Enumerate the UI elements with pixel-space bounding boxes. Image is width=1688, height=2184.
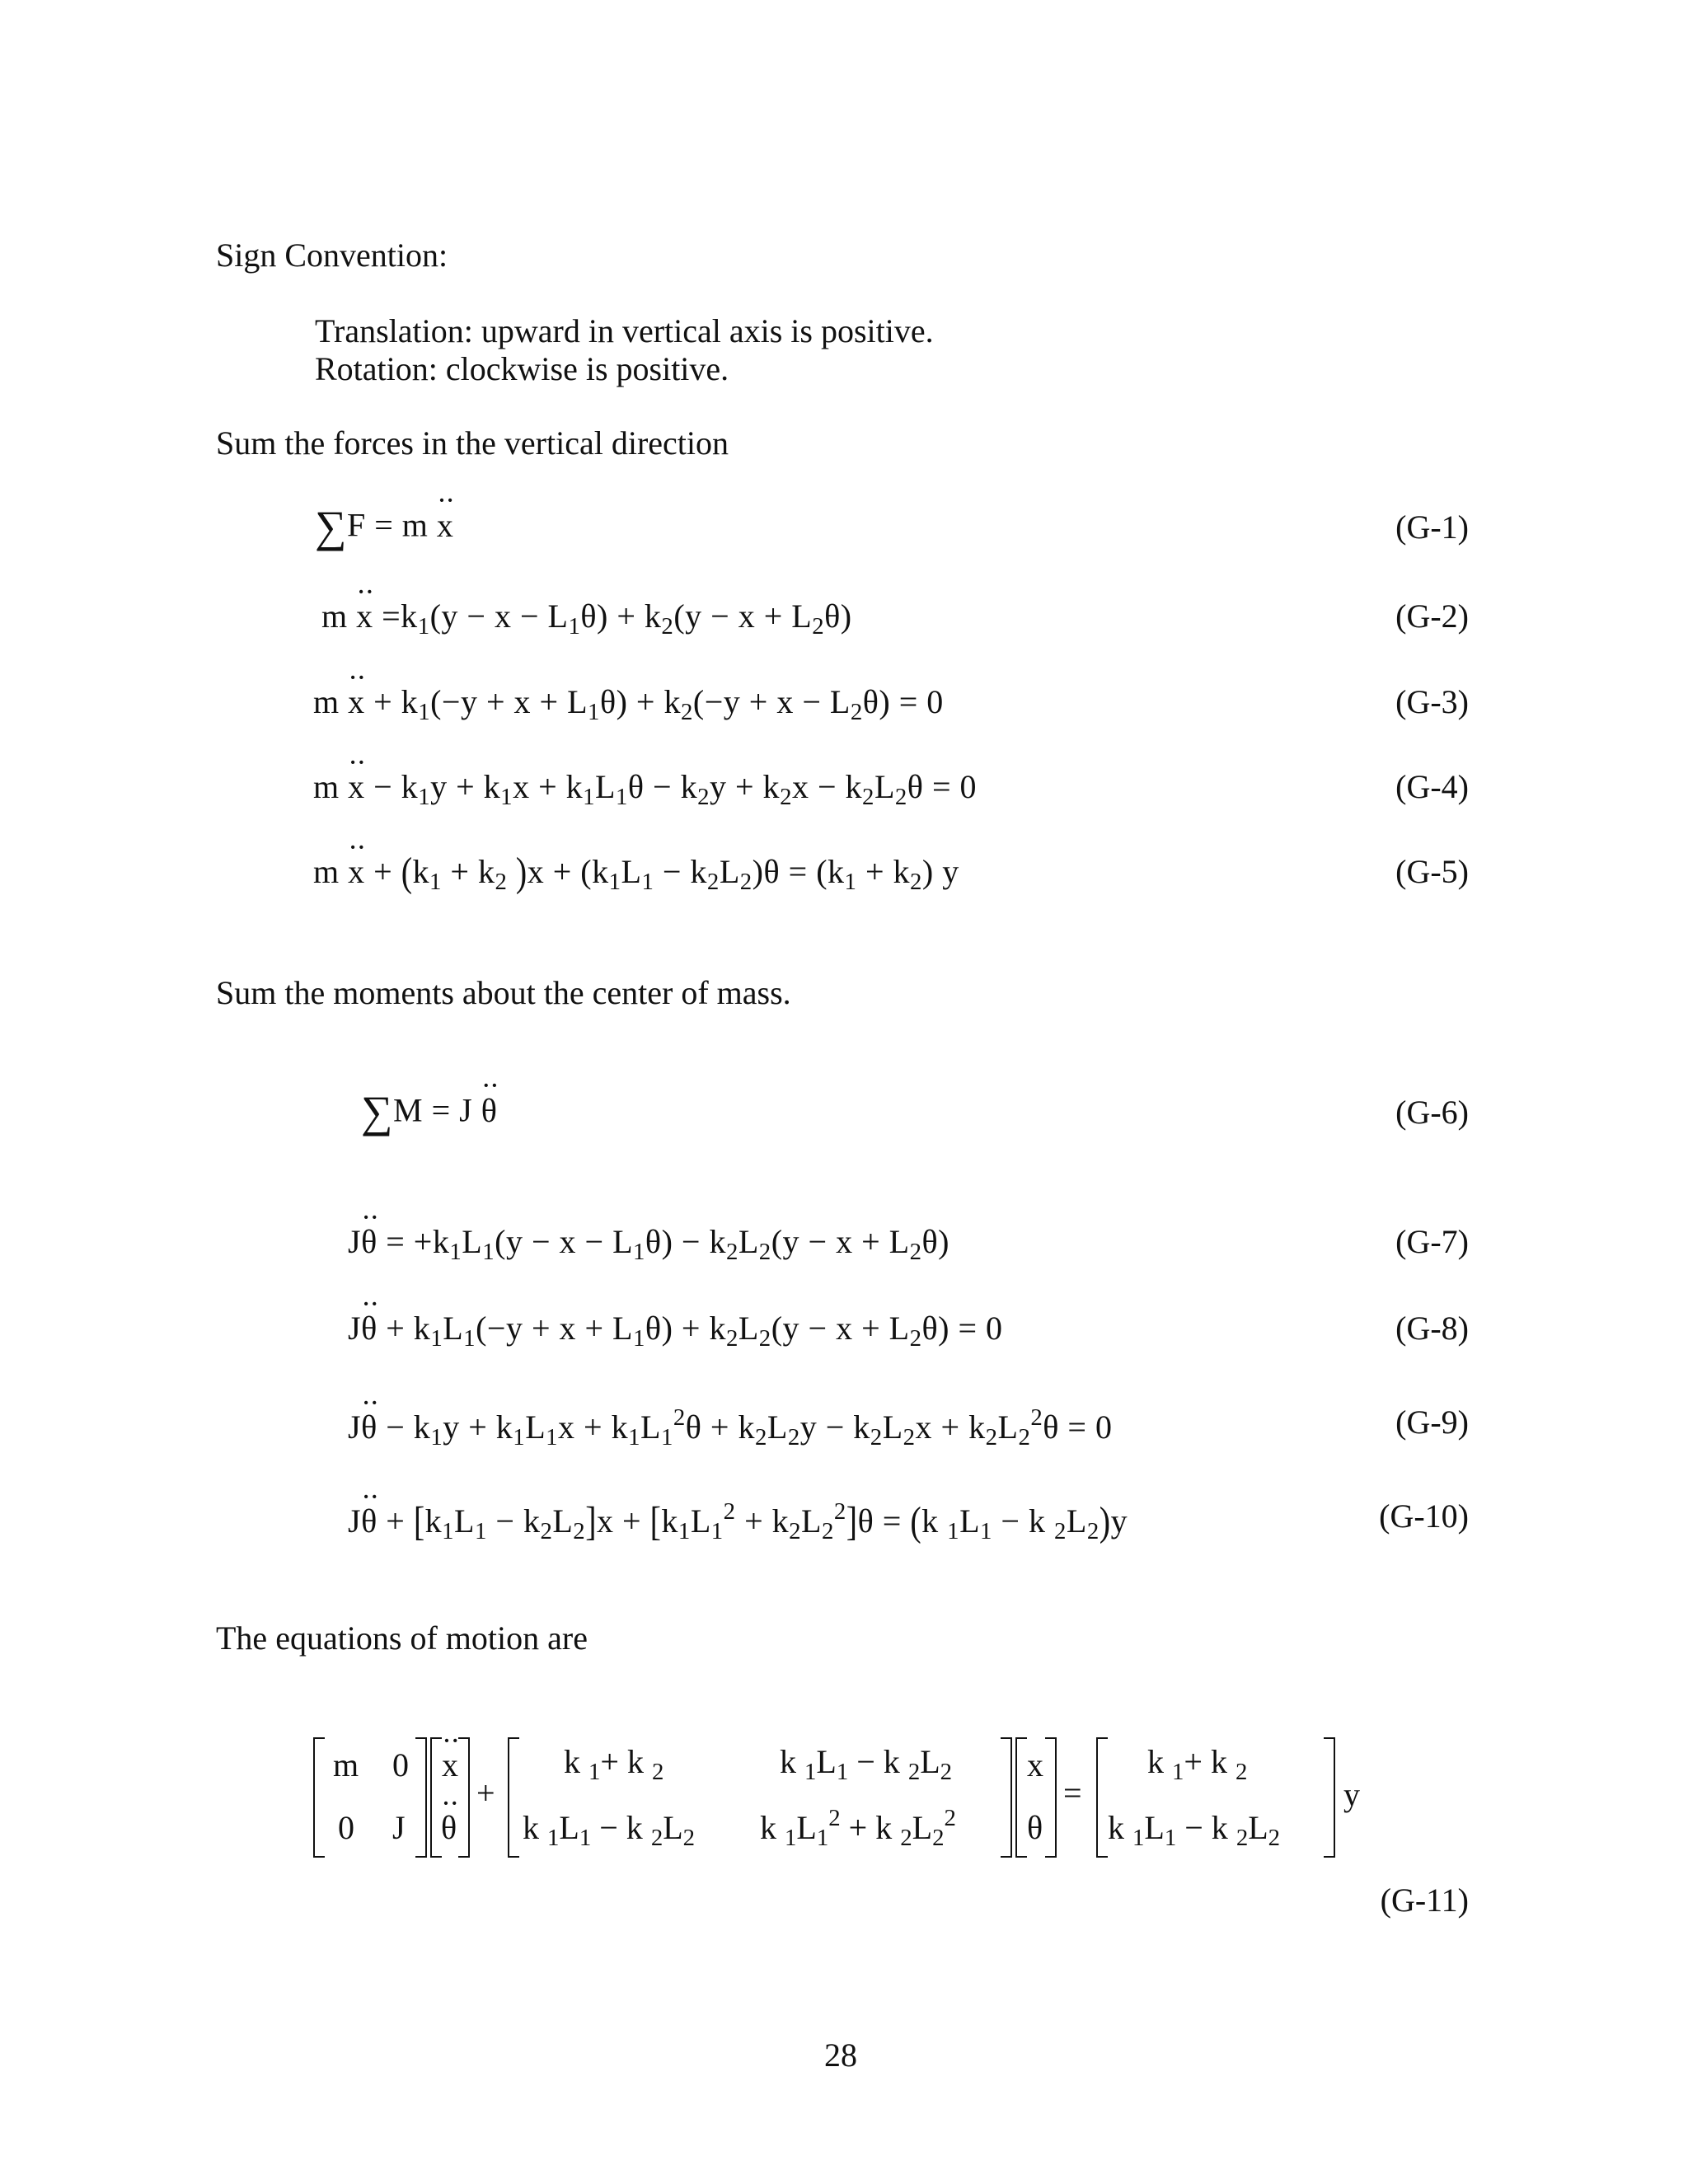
stiffness-matrix: k $_1$+ k $_2$ k $_1L_1 - k$ $_2L_2$ k $_1L_1 - k$ $_2L_2$ k $_1L_1^2 + k$ $_2L_2^2$ (508, 1737, 1012, 1858)
equation-number-g9: (G-9) (1395, 1404, 1469, 1441)
acceleration-vector: ·· x ·· θ (430, 1737, 470, 1858)
mass-matrix: m 0 0 J (313, 1737, 427, 1858)
equation-g8: $J\cdot\cdot \theta + k_1L_1(-y + x + L_1\theta) + k_2L_2(y - x + L_2\theta) = 0$ (348, 1312, 1003, 1351)
equation-g7: $J\cdot\cdot \theta = +k_1L_1(y - x - L_1\theta) - k_2L_2(y - x + L_2\theta)$ (348, 1226, 950, 1264)
equation-g10: $J\cdot\cdot \theta + [k_1L_1 - k_2L_2]x + [k_1L_1^2 + k_2L_2^2]\theta = (k$ $_1L_1 - k$ $_2L_2)y$ (348, 1500, 1128, 1544)
sum-forces-heading: Sum the forces in the vertical direction (216, 424, 729, 462)
equation-g1: ∑F = m ·· x (315, 504, 453, 549)
equation-number-g5: (G-5) (1395, 853, 1469, 890)
translation-convention: Translation: upward in vertical axis is positive. (315, 312, 934, 349)
equation-number-g4: (G-4) (1395, 768, 1469, 805)
equation-g5: $m \cdot\cdot x + (k_1 + k_2$ )$x + (k_1L_1 - k_2L_2)\theta = (k_1 + k_2)$ y (313, 855, 959, 894)
equation-number-g2: (G-2) (1395, 598, 1469, 635)
equation-number-g1: (G-1) (1395, 509, 1469, 546)
equations-of-motion-heading: The equations of motion are (216, 1619, 588, 1657)
equation-g2: $m \cdot\cdot x =k_1(y - x - L_1\theta) + k_2(y - x + L_2\theta)$ (321, 600, 852, 639)
equation-g11-matrix: m 0 0 J ·· x ·· θ + k $_1$+ k $_2$ k $_1L_1 - k$ $_2L_2$ k $_1L_1 - k$ $_2L_2$ k $_1L_1^2 + k$ $_2L_2^2$ x θ = k $_1$+ k $_2$ k $_1L_1 - k$ $_2L_2$ y (313, 1737, 1385, 1861)
equation-number-g11: (G-11) (1380, 1882, 1469, 1919)
equation-number-g10: (G-10) (1379, 1497, 1469, 1535)
equation-number-g8: (G-8) (1395, 1310, 1469, 1347)
rotation-convention: Rotation: clockwise is positive. (315, 350, 729, 387)
equation-number-g7: (G-7) (1395, 1223, 1469, 1260)
equation-number-g3: (G-3) (1395, 683, 1469, 720)
equation-g6: ∑M = J ·· θ (361, 1090, 497, 1134)
input-vector: k $_1$+ k $_2$ k $_1L_1 - k$ $_2L_2$ (1096, 1737, 1335, 1858)
page-number: 28 (824, 2036, 857, 2074)
sign-convention-heading: Sign Convention: (216, 237, 448, 274)
displacement-vector: x θ (1015, 1737, 1057, 1858)
equation-g4: $m \cdot\cdot x - k_1y + k_1x + k_1L_1\theta - k_2y + k_2x - k_2L_2\theta = 0$ (313, 771, 977, 809)
sum-moments-heading: Sum the moments about the center of mass. (216, 974, 791, 1011)
equation-g9: $J\cdot\cdot \theta - k_1y + k_1L_1x + k_1L_1^2\theta + k_2L_2y - k_2L_2x + k_2L_2^2\theta = 0$ (348, 1406, 1112, 1450)
equation-number-g6: (G-6) (1395, 1094, 1469, 1131)
equation-g3: $m \cdot\cdot x + k_1(-y + x + L_1\theta) + k_2(-y + x - L_2\theta) = 0$ (313, 686, 944, 724)
